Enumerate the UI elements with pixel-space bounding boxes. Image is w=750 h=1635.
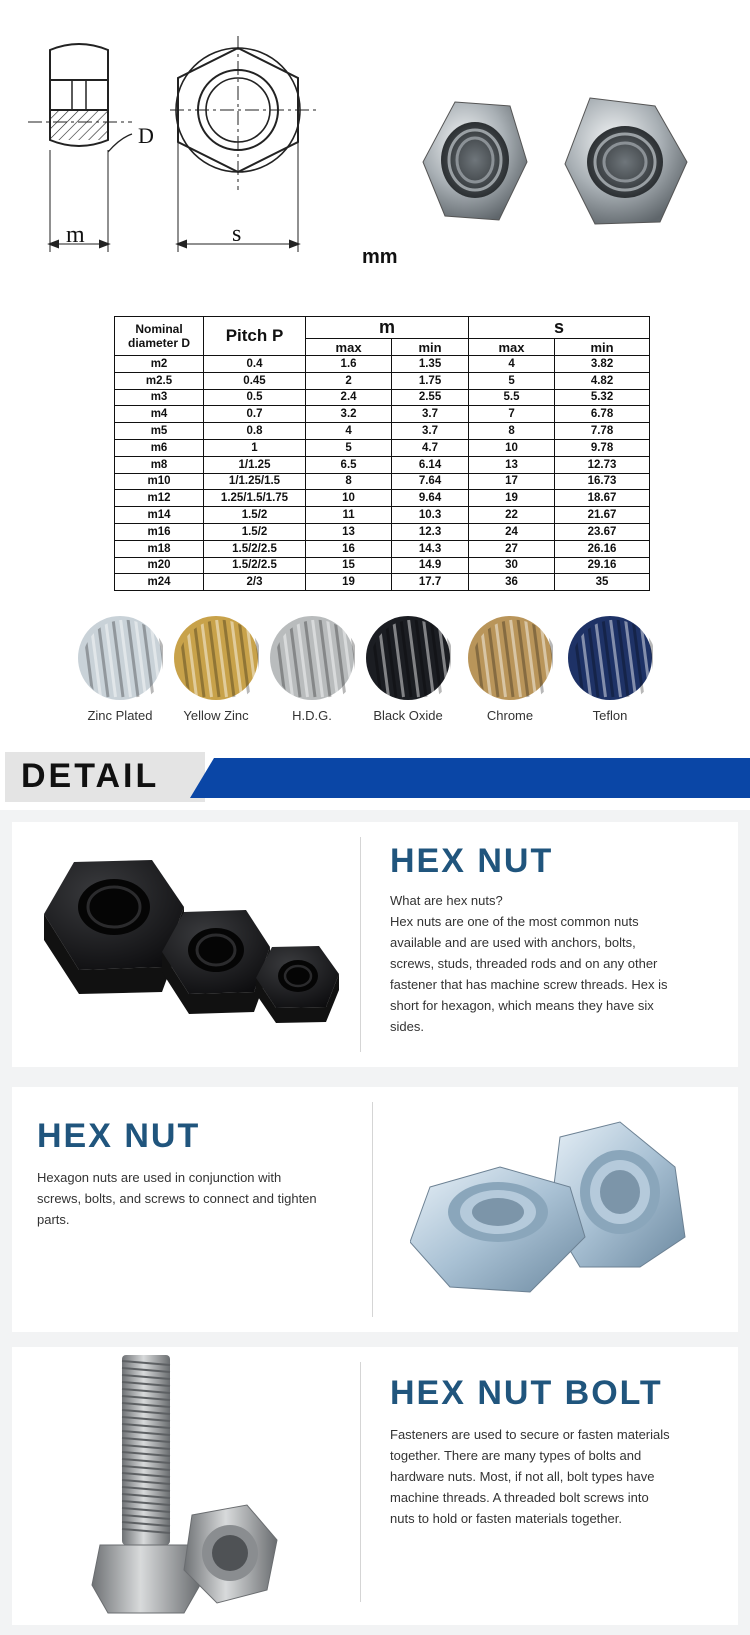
table-cell: 18.67 xyxy=(555,490,650,507)
finish-black-oxide xyxy=(358,615,458,723)
table-cell: 16.73 xyxy=(555,473,650,490)
hex-nut-technical-drawing xyxy=(20,30,350,275)
table-cell: 2 xyxy=(306,372,392,389)
table-cell: 29.16 xyxy=(555,557,650,574)
header-nominal-diameter: Nominal diameter D xyxy=(115,317,204,356)
table-cell: 35 xyxy=(555,574,650,591)
panel-description xyxy=(37,1167,357,1230)
table-row xyxy=(115,389,650,406)
table-cell: 3.7 xyxy=(392,423,469,440)
header-s-min: min xyxy=(555,339,650,356)
panel-text-line: What are hex nuts? xyxy=(390,893,503,908)
table-cell: 17 xyxy=(468,473,554,490)
finish-label: Yellow Zinc xyxy=(183,708,249,723)
table-cell: 24 xyxy=(468,523,554,540)
steel-hex-nuts-photo xyxy=(415,92,700,234)
drawing-label-m: m xyxy=(66,222,85,248)
table-cell: 14.3 xyxy=(392,540,469,557)
panel-text-line: Hex nuts are one of the most common nuts xyxy=(390,914,639,929)
table-cell: 8 xyxy=(468,423,554,440)
table-cell: 1.6 xyxy=(306,356,392,373)
table-cell: 3.82 xyxy=(555,356,650,373)
finish-options xyxy=(70,615,690,735)
table-cell: m16 xyxy=(115,523,204,540)
table-cell: 0.45 xyxy=(204,372,306,389)
finish-zinc-plated xyxy=(70,615,170,723)
panel-description xyxy=(390,890,710,1037)
detail-panel-hex-nut-black xyxy=(12,822,738,1067)
finish-label: Chrome xyxy=(486,708,534,723)
table-cell: 16 xyxy=(306,540,392,557)
steel-nut-left xyxy=(423,102,527,220)
table-cell: 6.14 xyxy=(392,456,469,473)
table-cell: 4.82 xyxy=(555,372,650,389)
table-cell: 1.5/2 xyxy=(204,507,306,524)
table-cell: 1.5/2/2.5 xyxy=(204,557,306,574)
finish-label: Zinc Plated xyxy=(87,708,153,723)
table-row xyxy=(115,507,650,524)
table-cell: m12 xyxy=(115,490,204,507)
table-cell: 30 xyxy=(468,557,554,574)
banner-blue-stripe xyxy=(190,758,750,798)
finish-swatch-chrome xyxy=(467,615,553,701)
table-cell: 1.5/2/2.5 xyxy=(204,540,306,557)
table-cell: m14 xyxy=(115,507,204,524)
table-cell: 1 xyxy=(204,439,306,456)
panel-title: HEX NUT xyxy=(390,842,554,880)
table-cell: 0.4 xyxy=(204,356,306,373)
table-cell: 0.8 xyxy=(204,423,306,440)
panel-divider xyxy=(360,837,361,1052)
table-cell: 1.35 xyxy=(392,356,469,373)
finish-label: Black Oxide xyxy=(373,708,443,723)
panel-text-line: available and are used with anchors, bolts, xyxy=(390,935,636,950)
panel-text-line: nuts to hold or fasten materials together. xyxy=(390,1511,622,1526)
table-row xyxy=(115,540,650,557)
bolt xyxy=(92,1355,200,1613)
table-row xyxy=(115,423,650,440)
table-row xyxy=(115,372,650,389)
table-cell: m6 xyxy=(115,439,204,456)
finish-swatch-hdg xyxy=(269,615,355,701)
table-cell: m2 xyxy=(115,356,204,373)
header-m-min: min xyxy=(392,339,469,356)
table-row xyxy=(115,406,650,423)
table-cell: 1/1.25/1.5 xyxy=(204,473,306,490)
drawing-label-d: D xyxy=(138,123,154,148)
table-cell: 0.5 xyxy=(204,389,306,406)
header-group-m: m xyxy=(306,317,469,339)
panel-text-line: screws, studs, threaded rods and on any other xyxy=(390,956,658,971)
panel-text-line: short for hexagon, which means they have six xyxy=(390,998,654,1013)
table-cell: 17.7 xyxy=(392,574,469,591)
spec-table-body xyxy=(115,356,650,591)
table-cell: 10 xyxy=(468,439,554,456)
header-s-max: max xyxy=(468,339,554,356)
table-cell: 1.25/1.5/1.75 xyxy=(204,490,306,507)
panel-text-line: together. There are many types of bolts and xyxy=(390,1448,642,1463)
table-cell: 2.4 xyxy=(306,389,392,406)
finish-label: H.D.G. xyxy=(292,708,332,723)
table-cell: 10 xyxy=(306,490,392,507)
finish-teflon xyxy=(560,615,660,723)
table-cell: 5.5 xyxy=(468,389,554,406)
panel-title: HEX NUT xyxy=(37,1117,201,1155)
panel-text-line: screws, bolts, and screws to connect and tighten xyxy=(37,1191,317,1206)
finish-yellow-zinc xyxy=(166,615,266,723)
table-cell: m10 xyxy=(115,473,204,490)
zinc-nut-front xyxy=(410,1167,585,1292)
finish-label: Teflon xyxy=(592,708,628,723)
panel-text-line: Fasteners are used to secure or fasten materials xyxy=(390,1427,670,1442)
steel-nut-right xyxy=(565,98,687,224)
panel-text-line: parts. xyxy=(37,1212,70,1227)
table-cell: 2.55 xyxy=(392,389,469,406)
top-section xyxy=(0,0,750,300)
table-cell: 27 xyxy=(468,540,554,557)
table-cell: 7.64 xyxy=(392,473,469,490)
panel-text-line: hardware nuts. Most, if not all, bolt types have xyxy=(390,1469,655,1484)
detail-title: DETAIL xyxy=(21,757,160,795)
table-cell: m24 xyxy=(115,574,204,591)
table-row xyxy=(115,439,650,456)
table-cell: m2.5 xyxy=(115,372,204,389)
table-cell: 12.3 xyxy=(392,523,469,540)
table-cell: 13 xyxy=(306,523,392,540)
black-nut-small xyxy=(256,946,339,1023)
table-cell: 15 xyxy=(306,557,392,574)
panel-text-line: fastener that has machine screw threads. Hex is xyxy=(390,977,668,992)
table-cell: 5 xyxy=(306,439,392,456)
dimension-spec-table xyxy=(114,316,650,591)
table-cell: m5 xyxy=(115,423,204,440)
table-row xyxy=(115,574,650,591)
table-cell: 9.64 xyxy=(392,490,469,507)
table-cell: 3.2 xyxy=(306,406,392,423)
table-cell: 6.5 xyxy=(306,456,392,473)
table-cell: 19 xyxy=(306,574,392,591)
table-cell: 13 xyxy=(468,456,554,473)
table-cell: 4.7 xyxy=(392,439,469,456)
panel-text-line: Hexagon nuts are used in conjunction with xyxy=(37,1170,282,1185)
table-cell: 0.7 xyxy=(204,406,306,423)
table-row xyxy=(115,356,650,373)
table-cell: 26.16 xyxy=(555,540,650,557)
table-cell: 8 xyxy=(306,473,392,490)
table-cell: 1.5/2 xyxy=(204,523,306,540)
table-cell: 5.32 xyxy=(555,389,650,406)
finish-swatch-yellow-zinc xyxy=(173,615,259,701)
panel-text-line: machine threads. A threaded bolt screws into xyxy=(390,1490,649,1505)
panel-divider xyxy=(372,1102,373,1317)
unit-label: mm xyxy=(362,246,398,268)
table-cell: 4 xyxy=(468,356,554,373)
table-cell: m4 xyxy=(115,406,204,423)
finish-swatch-teflon xyxy=(567,615,653,701)
table-cell: m20 xyxy=(115,557,204,574)
black-nut-medium xyxy=(162,910,270,1014)
finish-chrome xyxy=(460,615,560,723)
table-cell: 1.75 xyxy=(392,372,469,389)
bolt-and-nut-photo xyxy=(72,1355,332,1617)
black-hex-nuts-photo xyxy=(34,852,354,1032)
table-cell: 3.7 xyxy=(392,406,469,423)
panel-title: HEX NUT BOLT xyxy=(390,1374,663,1412)
table-row xyxy=(115,456,650,473)
table-cell: 10.3 xyxy=(392,507,469,524)
drawing-label-s: s xyxy=(232,221,242,247)
table-row xyxy=(115,490,650,507)
table-cell: m3 xyxy=(115,389,204,406)
panel-divider xyxy=(360,1362,361,1602)
detail-panel-hex-nut-zinc xyxy=(12,1087,738,1332)
table-cell: m18 xyxy=(115,540,204,557)
table-cell: 21.67 xyxy=(555,507,650,524)
finish-swatch-black-oxide xyxy=(365,615,451,701)
header-pitch: Pitch P xyxy=(204,317,306,356)
finish-swatch-zinc-plated xyxy=(77,615,163,701)
header-group-s: s xyxy=(468,317,649,339)
table-cell: 23.67 xyxy=(555,523,650,540)
table-cell: 2/3 xyxy=(204,574,306,591)
top-view xyxy=(170,36,320,252)
table-cell: 12.73 xyxy=(555,456,650,473)
table-cell: 14.9 xyxy=(392,557,469,574)
zinc-hex-nuts-photo xyxy=(410,1117,710,1302)
table-cell: 4 xyxy=(306,423,392,440)
table-cell: 5 xyxy=(468,372,554,389)
table-row xyxy=(115,473,650,490)
table-cell: 6.78 xyxy=(555,406,650,423)
detail-panel-hex-nut-bolt xyxy=(12,1347,738,1625)
table-cell: 1/1.25 xyxy=(204,456,306,473)
detail-banner xyxy=(5,752,750,802)
table-cell: 11 xyxy=(306,507,392,524)
table-cell: 9.78 xyxy=(555,439,650,456)
table-cell: 36 xyxy=(468,574,554,591)
header-m-max: max xyxy=(306,339,392,356)
table-cell: 19 xyxy=(468,490,554,507)
table-cell: 7.78 xyxy=(555,423,650,440)
side-view xyxy=(28,44,132,252)
table-cell: 22 xyxy=(468,507,554,524)
black-nut-large xyxy=(44,860,184,994)
panel-description xyxy=(390,1424,720,1529)
finish-hdg xyxy=(262,615,362,723)
table-row xyxy=(115,523,650,540)
table-cell: 7 xyxy=(468,406,554,423)
table-cell: m8 xyxy=(115,456,204,473)
table-row xyxy=(115,557,650,574)
panel-text-line: sides. xyxy=(390,1019,424,1034)
